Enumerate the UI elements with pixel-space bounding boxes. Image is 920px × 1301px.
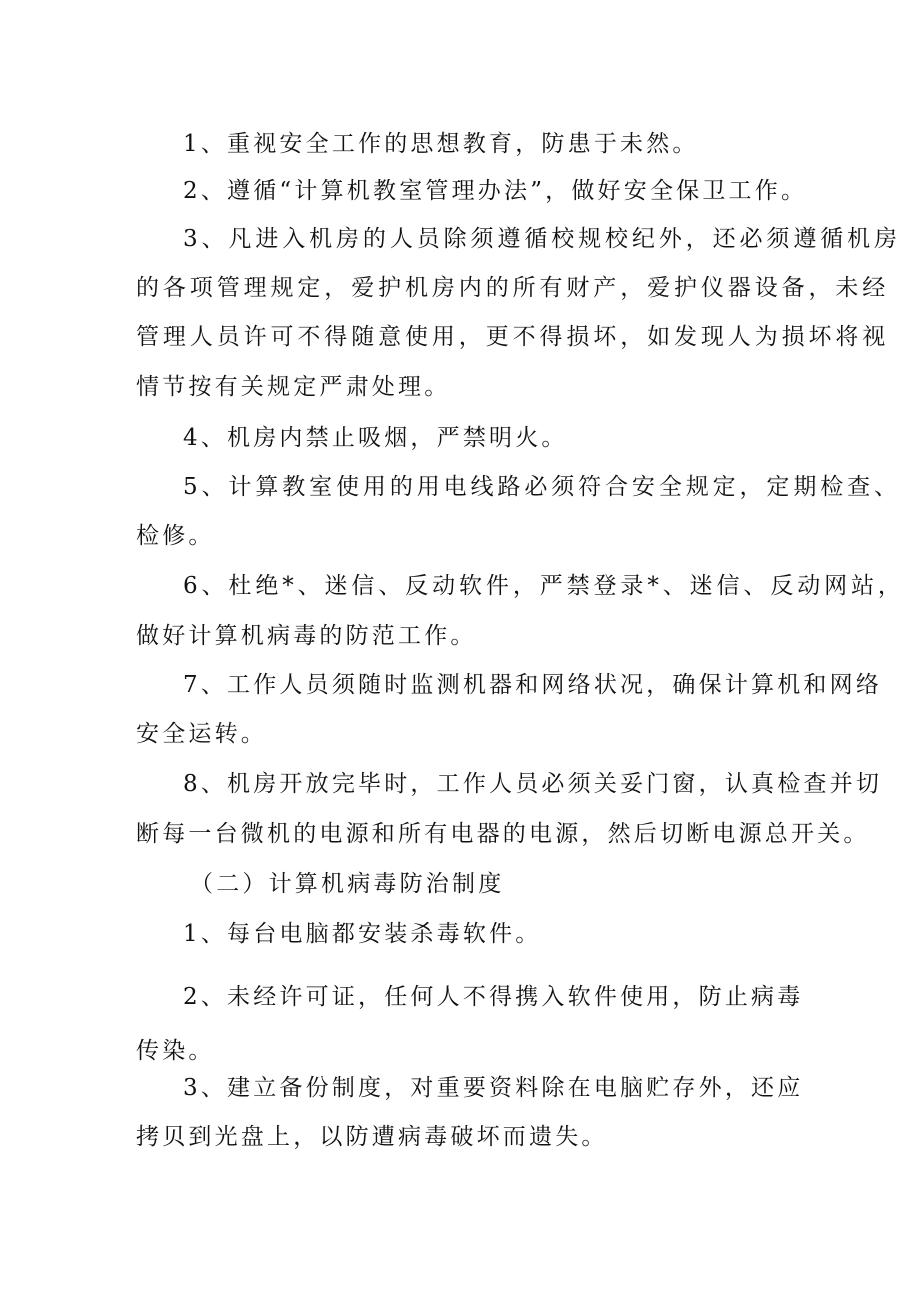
rule-7-line-1: 7、工作人员须随时监测机器和网络状况，确保计算机和网络 [183, 672, 883, 698]
virus-rule-2-line-2: 传染。 [136, 1038, 215, 1064]
rule-2-text: 2、遵循“计算机教室管理办法”，做好安全保卫工作。 [183, 178, 808, 204]
rule-4-text: 4、机房内禁止吸烟，严禁明火。 [183, 425, 568, 451]
virus-rule-1-text: 1、每台电脑都安装杀毒软件。 [183, 921, 542, 947]
section-heading: （二）计算机病毒防治制度 [190, 871, 505, 897]
virus-rule-3-line-2: 拷贝到光盘上，以防遭病毒破坏而遗失。 [136, 1124, 608, 1150]
virus-rule-2-line-1: 2、未经许可证，任何人不得携入软件使用，防止病毒 [183, 984, 804, 1010]
rule-5-line-1: 5、计算教室使用的用电线路必须符合安全规定，定期检查、 [183, 474, 901, 500]
rule-8-line-1: 8、机房开放完毕时，工作人员必须关妥门窗，认真检查并切 [183, 771, 883, 797]
rule-1-text: 1、重视安全工作的思想教育，防患于未然。 [183, 131, 699, 157]
rule-6-line-2: 做好计算机病毒的防范工作。 [136, 623, 477, 649]
rule-6-line-1: 6、杜绝*、迷信、反动软件，严禁登录*、迷信、反动网站， [183, 573, 905, 599]
rule-3-line-3: 管理人员许可不得随意使用，更不得损坏，如发现人为损坏将视 [136, 324, 890, 350]
rule-3-line-1: 3、凡进入机房的人员除须遵循校规校纪外，还必须遵循机房 [183, 226, 901, 252]
rule-3-line-2: 的各项管理规定，爱护机房内的所有财产，爱护仪器设备，未经 [136, 275, 890, 301]
rule-3-line-4: 情节按有关规定严肃处理。 [136, 374, 451, 400]
rule-8-line-2: 断每一台微机的电源和所有电器的电源，然后切断电源总开关。 [136, 821, 870, 847]
rule-5-line-2: 检修。 [136, 523, 215, 549]
rule-7-line-2: 安全运转。 [136, 721, 267, 747]
virus-rule-3-line-1: 3、建立备份制度，对重要资料除在电脑贮存外，还应 [183, 1075, 804, 1101]
